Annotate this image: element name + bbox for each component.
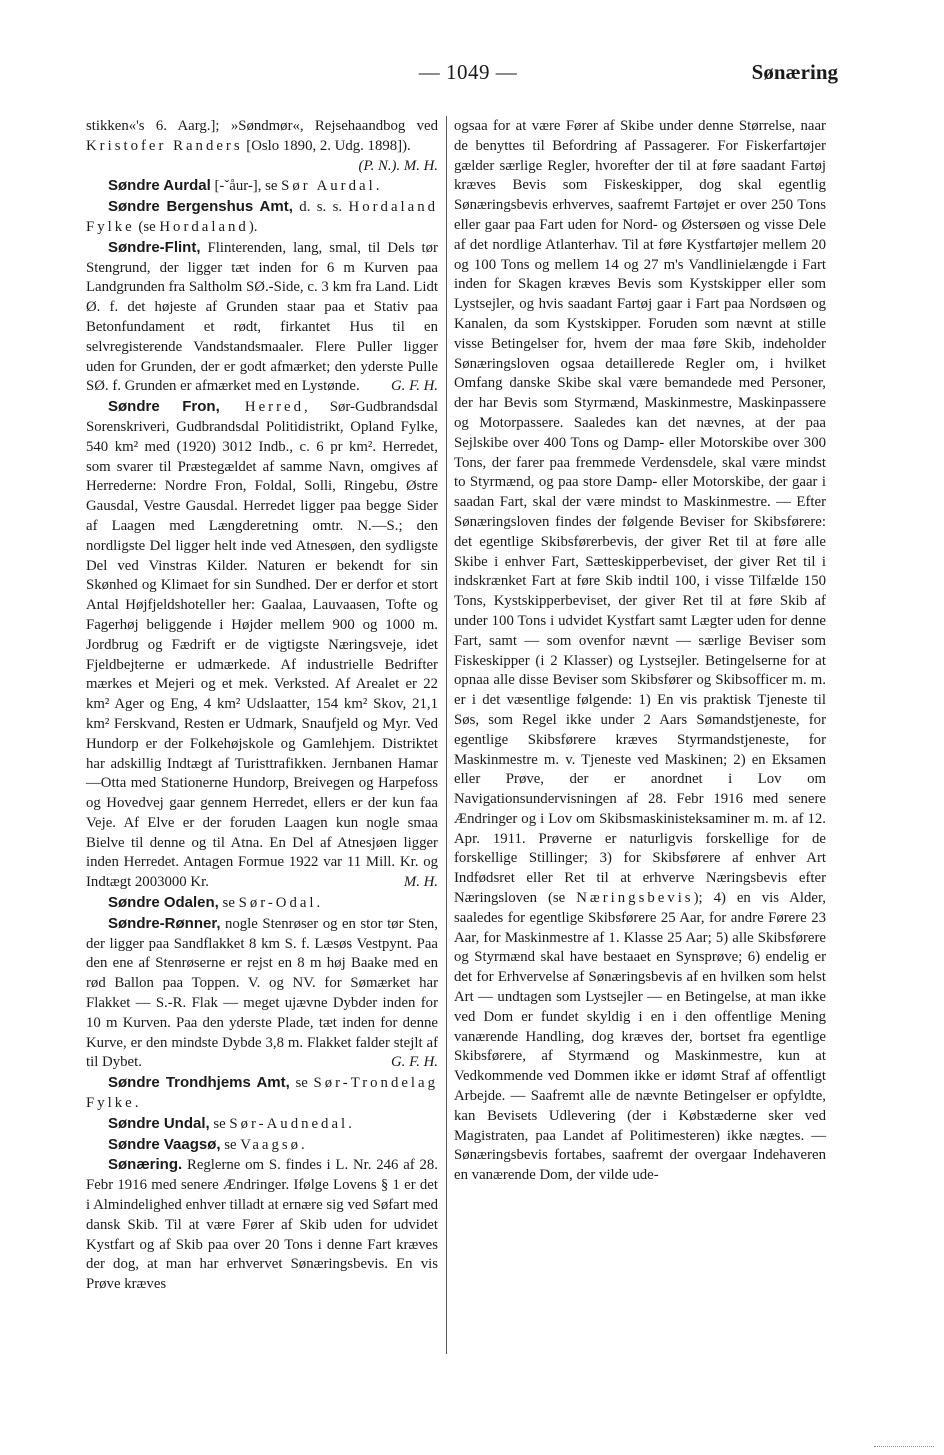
right-column — [454, 117, 826, 1186]
entry-sondre-bergenshus-amt — [86, 197, 438, 238]
cross-reference: Næringsbevis — [576, 890, 694, 907]
entry-sondre-aurdal — [86, 176, 438, 197]
cross-reference: Sør-Trondelag Fylke — [86, 1075, 438, 1112]
entry-text: Reglerne om S. findes i L. Nr. 246 af 28. Febr 1916 med senere Ændringer. Ifølge Lovens § 1 er det i Almindelighed enhver tilladt at ernære sig ved Søfart med dansk Skib. Til at være Fører af Skib uden for udvidet Kystfart og af Skib paa over 20 Tons i denne Fart kræves der dog, at man har erhvervet Sønæringsbevis. En vis Prøve kræves — [86, 1157, 438, 1293]
headword: Sønæring. — [108, 1156, 183, 1174]
spaced-text: Kristofer Randers — [86, 137, 243, 154]
entry-text: . — [301, 1136, 305, 1153]
headword: Søndre Trondhjems Amt, — [108, 1074, 290, 1092]
entry-text: se — [220, 1136, 241, 1153]
author-signature: (P. N.). M. H. — [358, 157, 438, 174]
entry-sondre-undal — [86, 1114, 438, 1135]
entry-sonaering — [86, 1155, 438, 1295]
entry-sondre-odalen — [86, 893, 438, 914]
entry-continuation — [86, 117, 438, 174]
running-title: Sønæring — [751, 60, 838, 84]
author-signature: G. F. H. — [391, 378, 438, 395]
entry-text: ). — [248, 218, 258, 235]
entry-text: ogsaa for at være Fører af Skibe under denne Størrelse, naar de benyttes til Befordring af Passagerer. For Fiskerfartøjer gælder særlige Regler, hvorefter der til at føre saadant Fartøj kræves Bevis som Fiskeskipper, dog skal egentlig Sønæringsbevis erhverves, saafremt Fartøjet er over 250 Tons eller gaar paa Fart uden for Nord- og Østersøen og visse Dele af det nordlige Atlanterhav. Til at føre Kystfartøjer mellem 20 og 100 Tons og mellem 14 og 27 m's Vandlinielængde i Fart inden for Skagen kræves Bevis som Kystskipper eller som Lystsejler, og hvis saadant Fartøj gaar i Fart paa Nordsøen og Kanalen, da som Kystskipper. Foruden som nævnt at stille visse Betingelser for, hvem der maa føre Skib, indeholder Sønæringsloven ogsaa detaillerede Regler om, i hvilket Omfang danske Skibe skal være bemandede med Personer, der har Bevis som Styrmænd, Maskinmestre, Maskinpassere og Motorpassere. Saaledes kan det nævnes, at der paa Sejlskibe over 400 Tons og Damp- eller Motorskibe over 300 Tons, der farer paa fremmede Verdensdele, skal være mindst to Styrmænd, og paa store Damp- eller Motorskibe, der gaar i saadan Fart, skal der være mindst to Maskinmestre. — Efter Sønæringsloven findes der følgende Beviser for Skibsførere: det egentlige Skibsførerbevis, der giver Ret til at føre alle Skibe i enhver Fart, Sætteskipperbeviset, der giver Ret til i indskrænket Fart at føre Skib indtil 100, i visse Tilfælde 150 Tons, Kystskipperbeviset, der giver Ret til at føre Skib af under 100 Tons i udvidet Kystfart samt Lægter uden for denne Fart, samt — som ovenfor nævnt — særlige Beviser som Fiskeskipper (i 2 Klasser) og Lystsejler. Betingelserne for at opnaa alle disse Beviser som Skibsfører og Skibsofficer m. m. er i det væsentlige følgende: 1) En vis praktisk Tjeneste til Søs, som Regel ikke under 2 Aars Sømandstjeneste, for egentlige Skibsførere kræves Styrmandstjeneste, for Maskinmestre m. v. Tjeneste ved Maskinen; 2) en Eksamen eller Prøve, der er anordnet i Lov om Navigationsundervisningen af 28. Febr 1916 med senere Ændringer og i Lov om Skibsmaskinisteksaminer m. m. af 12. Apr. 1911. Prøverne er naturligvis forskellige for de forskellige Stillinger; 3) for Skibsførere af enhver Art Indfødsret eller Ret til at erhverve Næringsbevis efter Næringsloven (se — [454, 118, 826, 907]
entry-text: [-ˇåur-], se — [210, 178, 282, 195]
cross-reference: Hordaland Fylke — [86, 199, 438, 235]
spaced-text: Herred — [219, 399, 304, 416]
page-number: — 1049 — — [418, 60, 518, 84]
entry-text: Flinterenden, lang, smal, til Dels tør Stengrund, der ligger tæt inden for 6 m Kurven paa Landgrunden fra Saltholm SØ.-Side, c. 3 km fra Land. Lidt Ø. f. det højeste af Grunden staar paa et Stativ paa Betonfundament et rødt, firkantet Hus til en selvregisterende Vandstandsmaaler. Flere Puller ligger uden for Grunden, der er godt afmærket; den yderste Pulle SØ. f. Grunden er afmærket med en Lystønde. — [86, 239, 438, 395]
entry-text: [Oslo 1890, 2. Udg. 1898]). — [242, 137, 411, 154]
entry-text: se — [289, 1075, 314, 1092]
cross-reference: Hordaland — [159, 218, 249, 235]
headword: Søndre Bergenshus Amt, — [108, 198, 293, 216]
entry-sondre-trondhjems-amt — [86, 1073, 438, 1114]
entry-text: (se — [134, 218, 160, 235]
entry-text: se — [209, 1115, 230, 1132]
cross-reference: Sør-Odal — [238, 895, 317, 912]
scan-edge-mark — [874, 1440, 934, 1447]
column-divider — [446, 116, 447, 1354]
entry-text: d. s. s. — [292, 199, 349, 216]
entry-sondre-fron — [86, 397, 438, 893]
cross-reference: Sør-Audnedal — [229, 1115, 349, 1132]
entry-text: . — [134, 1095, 139, 1112]
entry-text: . — [348, 1115, 352, 1132]
headword: Søndre Aurdal — [108, 177, 211, 195]
entry-text: ); 4) en vis Alder, saaledes for egentlige Skibsførere 25 Aar, for andre Førere 23 Aar, for Maskinmestre af 1. Klasse 25 Aar; 5) alle Skibsførere og Styrmænd skal have bestaaet en Synsprøve; 6) endelig er det for Erhvervelse af Sønæringsbevis af en hvilken som helst Art — undtagen som Lystsejler — en Betingelse, at man ikke ved Dom er fundet skyldig i en i den offentlige Mening vanærende Handling, dog kræves der, bortset fra egentlige Skibsførere, af Styrmænd og Maskinmestre, kun at Vedkommende ved Dommen ikke er idømt Straf af offentligt Arbejde. — Saafremt alle de nævnte Betingelser er opfyldte, kan Bevisets Udlevering (der i Købstæderne sker ved Magistraten, paa Landet af Politimesteren) ikke nægtes. — Sønæringsbevis fortabes, saafremt der overgaar Indehaveren en vanærende Dom, der vilde ude- — [454, 890, 826, 1184]
entry-text: se — [218, 895, 239, 912]
entry-text: , Sør-Gudbrandsdal Sorenskriveri, Gudbrandsdal Politidistrikt, Opland Fylke, 540 km² med (1920) 3012 Indb., c. 6 pr km². Herredet, som svarer til Præstegældet af samme Navn, omgives af Herrederne: Nordre Fron, Foldal, Solli, Ringebu, Østre Gausdal, Vestre Gausdal. Herredet ligger paa begge Sider af Laagen med Længderetning omtr. N.—S.; den nordligste Del ligger helt inde ved Atnesøen, den sydligste Del ved Vinstras Kilder. Naturen er bekendt for sin Skønhed og Klimaet for sin Sundhed. Der er derfor et stort Antal Højfjeldshoteller her: Gaalaa, Lauvaasen, Tofte og Fagerhøj beliggende i Højder mellem 900 og 1000 m. Jordbrug og Fædrift er de vigtigste Næringsveje, idet Fjeldbejterne er udmærkede. Af industrielle Bedrifter mærkes et Mejeri og et mek. Verksted. Af Arealet er 22 km² Ager og Eng, 4 km² Udslaatter, 154 km² Skov, 21,1 km² Ferskvand, Resten er Udmark, Snaufjeld og Myr. Ved Hundorp er der Folkehøjskole og Gamlehjem. Distriktet har adskillig Indtægt af Turisttrafikken. Jernbanen Hamar—Otta med Stationerne Hundorp, Breivegen og Harpefoss og Hovedvej gaar gennem Herredet, ellers er der kun faa Veje. Af Elve er der foruden Laagen kun nogle smaa Bielve til denne og til Atna. En Del af Atnesjøen ligger inden Herredet. Antagen Formue 1922 var 11 Mill. Kr. og Indtægt 2003000 Kr. — [86, 399, 438, 891]
headword: Søndre Undal, — [108, 1114, 210, 1132]
entry-sondre-ronner — [86, 914, 438, 1073]
entry-text: stikken«'s 6. Aarg.]; »Søndmør«, Rejsehaandbog ved — [86, 118, 438, 134]
author-signature: G. F. H. — [391, 1054, 438, 1071]
entry-sondre-vaagso — [86, 1135, 438, 1156]
headword: Søndre Vaagsø, — [108, 1135, 221, 1153]
entry-text: nogle Stenrøser og en stor tør Sten, der ligger paa Sandflakket 8 km S. f. Læsøs Vestpynt. Paa den ene af Stenrøserne er rejst en 8 m høj Baake med en rød Ballon paa Toppen. V. og NV. for Sømærket har Flakket — S.-R. Flak — meget ujævne Dybder inden for 10 m Kurven. Paa den yderste Plade, tæt inden for denne Kurve, er den mindste Dybde 3,8 m. Flakket falder stejlt af til Dybet. — [86, 915, 438, 1071]
headword: Søndre-Rønner, — [108, 914, 221, 932]
author-signature: M. H. — [403, 874, 438, 891]
headword: Søndre Fron, — [108, 398, 220, 416]
entry-sonaering-continued — [454, 117, 826, 1186]
left-column — [86, 117, 438, 1295]
entry-text: . — [375, 178, 380, 195]
cross-reference: Vaagsø — [240, 1136, 302, 1153]
cross-reference: Sør Aurdal — [281, 178, 376, 195]
headword: Søndre-Flint, — [108, 238, 201, 256]
entry-sondre-flint — [86, 238, 438, 397]
headword: Søndre Odalen, — [108, 894, 219, 912]
entry-text: . — [316, 895, 321, 912]
